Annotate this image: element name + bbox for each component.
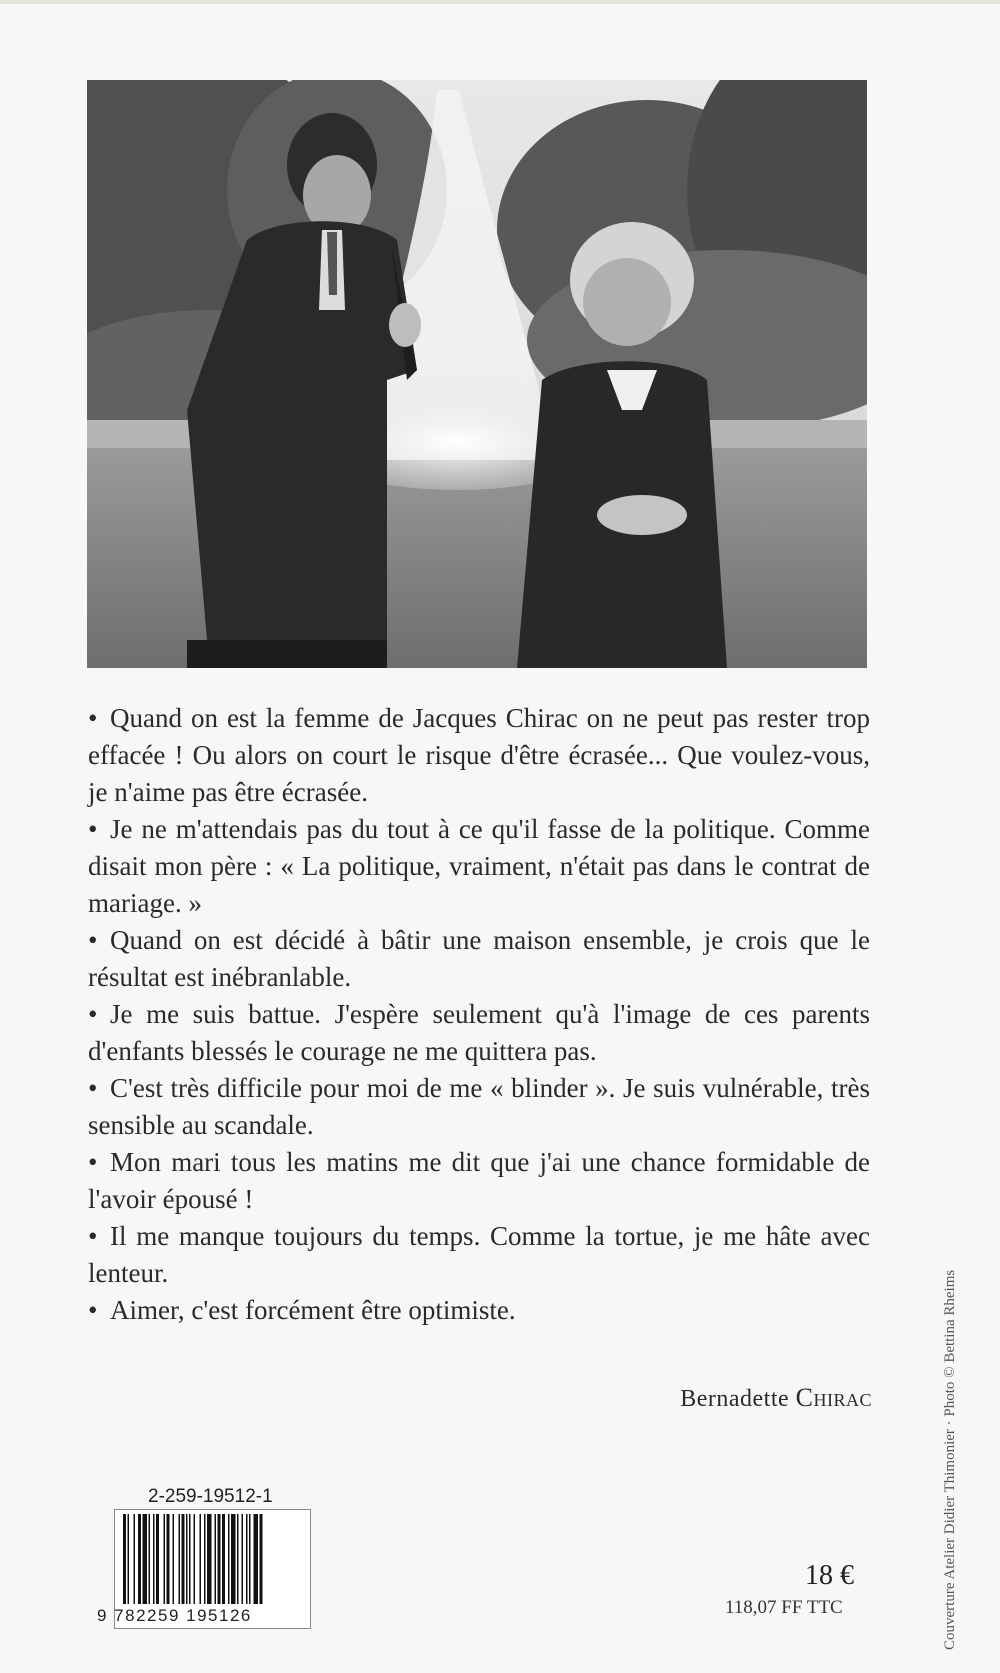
quote-item [88, 811, 870, 922]
quote-text: Il me manque toujours du temps. Comme la tortue, je me hâte avec lenteur. [88, 1221, 870, 1288]
isbn-number: 2-259-19512-1 [148, 1486, 273, 1507]
barcode-bar [222, 1514, 225, 1604]
quote-text: Quand on est la femme de Jacques Chirac on ne peut pas rester trop effacée ! Ou alors on court le risque d'être écrasée... Que voulez-vous, je n'aime pas être écrasée. [88, 703, 870, 807]
bullet: • [88, 1073, 98, 1103]
author-last-name: Chirac [795, 1383, 872, 1412]
bullet: • [88, 1147, 98, 1177]
author-signature [680, 1383, 872, 1413]
bullet: • [88, 1295, 98, 1325]
barcode-bar [179, 1514, 181, 1604]
quotes-list [88, 700, 870, 1329]
barcode-bar [173, 1514, 175, 1604]
barcode-bar [228, 1514, 230, 1604]
barcode-bar [260, 1514, 263, 1604]
barcode-bar [164, 1514, 166, 1604]
bullet: • [88, 703, 98, 733]
bullet: • [88, 814, 98, 844]
barcode-bar [194, 1514, 196, 1604]
barcode-bar [167, 1514, 170, 1604]
quote-text: Je me suis battue. J'espère seulement qu'à l'image de ces parents d'enfants blessés le courage ne me quittera pas. [88, 999, 870, 1066]
cover-credit: Couverture Atelier Didier Thimonier · Photo © Bettina Rheims [942, 1269, 958, 1650]
barcode-bar [231, 1514, 236, 1604]
barcode-bar [189, 1514, 191, 1604]
barcode-bar [215, 1514, 217, 1604]
quote-item [88, 1218, 870, 1292]
barcode-bar [237, 1514, 239, 1604]
barcode-bar [186, 1514, 188, 1604]
barcode-bar [128, 1514, 130, 1604]
cover-photo [87, 80, 867, 668]
top-edge-strip [0, 0, 1000, 4]
barcode-bar [134, 1514, 136, 1604]
barcode-bar [156, 1514, 159, 1604]
quote-item [88, 1144, 870, 1218]
barcode-bar [254, 1514, 259, 1604]
quote-text: Aimer, c'est forcément être optimiste. [110, 1295, 516, 1325]
bullet: • [88, 999, 98, 1029]
barcode-bars [115, 1510, 310, 1606]
quote-item [88, 1070, 870, 1144]
barcode-bar [182, 1514, 185, 1604]
bullet: • [88, 1221, 98, 1251]
barcode-bar [218, 1514, 221, 1604]
quote-text: Mon mari tous les matins me dit que j'ai une chance formidable de l'avoir épousé ! [88, 1147, 870, 1214]
price-euro: 18 € [805, 1560, 854, 1591]
barcode-bar [246, 1514, 248, 1604]
barcode-bar [249, 1514, 251, 1604]
barcode-bar [138, 1514, 141, 1604]
price-francs: 118,07 FF TTC [725, 1597, 843, 1618]
barcode-bar [204, 1514, 206, 1604]
quote-item [88, 700, 870, 811]
barcode-bar [149, 1514, 151, 1604]
quote-item [88, 996, 870, 1070]
quote-item [88, 1292, 870, 1329]
quote-item [88, 922, 870, 996]
bullet: • [88, 925, 98, 955]
barcode-bar [153, 1514, 155, 1604]
quote-text: Je ne m'attendais pas du tout à ce qu'il fasse de la politique. Comme disait mon père : « La politique, vraiment, n'était pas dans le contrat de mariage. » [88, 814, 870, 918]
barcode-bar [123, 1514, 126, 1604]
barcode-bar [143, 1514, 148, 1604]
barcode-bar [242, 1514, 244, 1604]
quote-text: Quand on est décidé à bâtir une maison ensemble, je crois que le résultat est inébranlable. [88, 925, 870, 992]
barcode-bar [207, 1514, 212, 1604]
barcode-bar [200, 1514, 202, 1604]
photo-illustration [87, 80, 867, 668]
quote-text: C'est très difficile pour moi de me « blinder ». Je suis vulnérable, très sensible au scandale. [88, 1073, 870, 1140]
author-first-name: Bernadette [680, 1386, 790, 1412]
ean-number: 9 782259 195126 [97, 1606, 252, 1625]
